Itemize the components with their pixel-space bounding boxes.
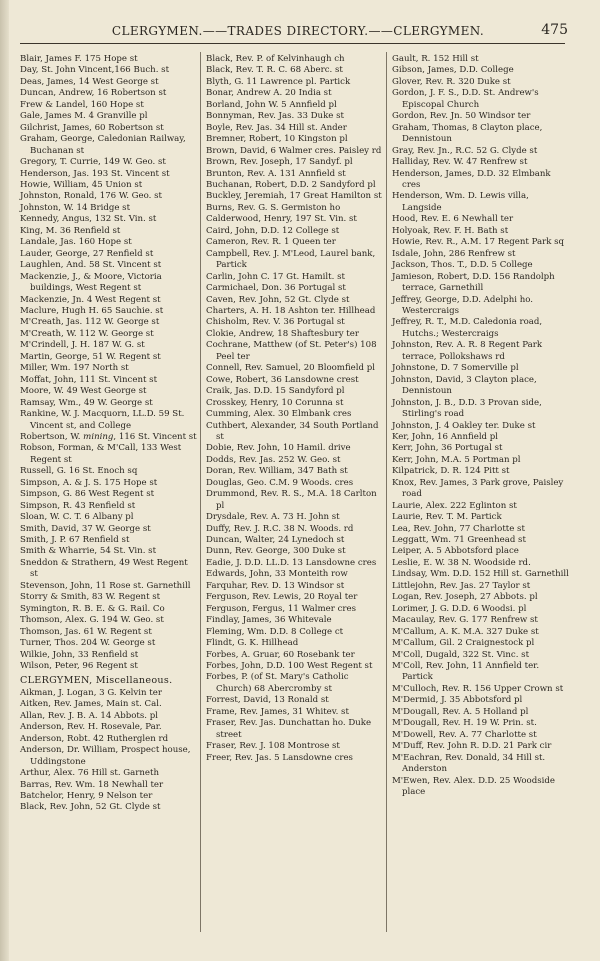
directory-entry: M'Dowell, Rev. A. 77 Charlotte st	[392, 729, 537, 740]
directory-entry: Aitken, Rev. James, Main st. Cal.	[20, 699, 162, 710]
directory-entry: Howie, Rev. R., A.M. 17 Regent Park sq	[392, 237, 565, 248]
directory-entry: Gault, R. 152 Hill st	[392, 54, 479, 64]
directory-entry: King, M. 36 Renfield st	[20, 225, 121, 236]
directory-entry: Robson, Forman, & M'Call, 133 West Regent st	[20, 443, 182, 465]
directory-entry: Rankine, W. J. Macquorn, LL.D. 59 St. Vincent st, and College	[20, 409, 185, 431]
directory-column-3	[392, 54, 570, 798]
directory-entry: Landale, Jas. 160 Hope st	[20, 237, 132, 248]
directory-entry: Moore, W. 49 West George st	[20, 386, 147, 397]
directory-entry: M'Coll, Dugald, 322 St. Vinc. st	[392, 649, 530, 660]
directory-entry: Kilpatrick, D. R. 124 Pitt st	[392, 466, 510, 477]
directory-entry: Frew & Landel, 160 Hope st	[20, 99, 144, 110]
directory-entry: Drysdale, Rev. A. 73 H. John st	[206, 512, 340, 523]
directory-entry: Edwards, John, 33 Monteith row	[206, 569, 348, 580]
directory-entry: Lorimer, J. G. D.D. 6 Woodsi. pl	[392, 603, 527, 614]
directory-entry: Anderson, Rev. H. Rosevale, Par.	[20, 722, 162, 733]
directory-entry: Kerr, John, M.A. 5 Portman pl	[392, 454, 521, 465]
directory-entry: Jackson, Thos. T., D.D. 5 College	[392, 260, 533, 271]
directory-entry: Ker, John, 16 Annfield pl	[392, 431, 499, 442]
directory-entry: Gregory, T. Currie, 149 W. Geo. st	[20, 157, 166, 168]
directory-entry: Black, Rev. T. R. C. 68 Aberc. st	[206, 65, 343, 76]
directory-entry: Laurie, Alex. 222 Eglinton st	[392, 500, 517, 511]
directory-entry: Storry & Smith, 83 W. Regent st	[20, 592, 161, 603]
directory-entry: Duncan, Walter, 24 Lynedoch st	[206, 535, 345, 546]
directory-entry: Jamieson, Robert, D.D. 156 Randolph terrace, Garnethill	[392, 271, 555, 294]
running-header	[18, 24, 578, 44]
directory-entry: Martin, George, 51 W. Regent st	[20, 351, 161, 362]
directory-entry: Boyle, Rev. Jas. 34 Hill st. Ander	[206, 122, 347, 133]
directory-entry: Smith & Wharrie, 54 St. Vin. st	[20, 546, 157, 557]
directory-entry: Isdale, John, 286 Renfrew st	[392, 248, 516, 259]
directory-entry: M'Eachran, Rev. Donald, 34 Hill st. Anderston	[392, 752, 546, 775]
directory-entry: M'Creath, Jas. 112 W. George st	[20, 317, 160, 328]
directory-entry: Drummond, Rev. R. S., M.A. 18 Carlton pl	[206, 489, 377, 511]
directory-entry: Findlay, James, 36 Whitevale	[206, 615, 332, 626]
directory-column-1	[20, 54, 198, 814]
directory-entry: Calderwood, Henry, 197 St. Vin. st	[206, 214, 357, 225]
directory-entry: Glover, Rev. R. 320 Duke st	[392, 76, 511, 87]
directory-entry: Lindsay, Wm. D.D. 152 Hill st. Garnethill	[392, 569, 569, 580]
directory-entry: Johnston, Ronald, 176 W. Geo. st	[20, 191, 162, 202]
directory-entry: Kennedy, Angus, 132 St. Vin. st	[20, 214, 157, 225]
directory-entry: Simpson, R. 43 Renfield st	[20, 500, 136, 511]
directory-entry: Batchelor, Henry, 9 Nelson ter	[20, 791, 153, 801]
directory-entry: Johnston, Rev. A. R. 8 Regent Park terrace, Pollokshaws rd	[392, 340, 543, 362]
directory-entry: Barras, Rev. Wm. 18 Newhall ter	[20, 779, 164, 790]
directory-entry: Freer, Rev. Jas. 5 Lansdowne cres	[206, 752, 353, 763]
directory-entry: Miller, Wm. 197 North st	[20, 363, 129, 374]
directory-entry: M'Crindell, J. H. 187 W. G. st	[20, 340, 145, 351]
directory-entry: Buckley, Jeremiah, 17 Great Hamilton st	[206, 191, 382, 202]
directory-entry: Ferguson, Fergus, 11 Walmer cres	[206, 603, 357, 614]
directory-entry: Holyoak, Rev. F. H. Bath st	[392, 225, 509, 236]
directory-entry: Anderson, Dr. William, Prospect house, Uddingstone	[20, 745, 191, 767]
directory-entry: Carmichael, Don. 36 Portugal st	[206, 283, 346, 294]
directory-entry: Stevenson, John, 11 Rose st. Garnethill	[20, 580, 191, 591]
directory-entry: Cowe, Robert, 36 Lansdowne crest	[206, 374, 359, 385]
directory-entry: Burns, Rev. G. S. Germiston ho	[206, 202, 341, 213]
directory-entry: Johnston, J. 4 Oakley ter. Duke st	[392, 420, 536, 431]
directory-entry: Cochrane, Matthew (of St. Peter's) 108 Peel ter	[206, 340, 377, 362]
directory-entry: Allan, Rev. J. B. A. 14 Abbots. pl	[20, 710, 158, 721]
directory-entry: Buchanan, Robert, D.D. 2 Sandyford pl	[206, 179, 376, 190]
directory-entry: Black, Rev. P. of Kelvinhaugh ch	[206, 54, 345, 64]
directory-entry: Farquhar, Rev. D. 13 Windsor st	[206, 580, 345, 591]
directory-entry: Logan, Rev. Joseph, 27 Abbots. pl	[392, 592, 538, 603]
directory-entry: Smith, J. P. 67 Renfield st	[20, 535, 130, 546]
directory-entry: Brunton, Rev. A. 131 Annfield st	[206, 168, 346, 179]
directory-entry: Mackenzie, J., & Moore, Victoria buildings, West Regent st	[20, 271, 162, 294]
directory-entry: Forbes, John, D.D. 100 West Regent st	[206, 661, 373, 672]
directory-entry: Connell, Rev. Samuel, 20 Bloomfield pl	[206, 363, 375, 374]
directory-entry: Fraser, Rev. J. 108 Montrose st	[206, 741, 340, 752]
directory-entry: Forrest, David, 13 Ronald st	[206, 695, 329, 706]
directory-entry: M'Dermid, J. 35 Abbotsford pl	[392, 695, 523, 706]
directory-entry: Fleming, Wm. D.D. 8 College ct	[206, 626, 344, 637]
directory-entry: Frame, Rev. James, 31 Whitev. st	[206, 706, 349, 717]
directory-entry: Jeffrey, George, D.D. Adelphi ho. Westercraigs	[392, 294, 533, 316]
directory-entry: Graham, George, Caledonian Railway, Buchanan st	[20, 134, 186, 156]
directory-entry: Leslie, E. W. 38 N. Woodside rd.	[392, 557, 531, 568]
directory-entry: Gray, Rev. Jn., R.C. 52 G. Clyde st	[392, 145, 538, 156]
directory-entry: Littlejohn, Rev. Jas. 27 Taylor st	[392, 580, 531, 591]
directory-entry: Dodds, Rev. Jas. 252 W. Geo. st	[206, 454, 341, 465]
section-heading: CLERGYMEN, Miscellaneous.	[20, 675, 173, 687]
directory-entry: Graham, Thomas, 8 Clayton place, Dennistoun	[392, 122, 543, 145]
directory-entry: M'Creath, W. 112 W. George st	[20, 328, 154, 339]
directory-entry: Moffat, John, 111 St. Vincent st	[20, 374, 158, 385]
directory-entry: Lea, Rev. John, 77 Charlotte st	[392, 523, 525, 534]
directory-entry: Duncan, Andrew, 16 Robertson st	[20, 88, 167, 99]
directory-entry: Sloan, W. C. T. 6 Albany pl	[20, 512, 134, 523]
directory-entry: M'Callum, A. K. M.A. 327 Duke st	[392, 626, 539, 637]
directory-entry: M'Callum, Gil. 2 Craignestock pl	[392, 638, 535, 649]
directory-entry: Ramsay, Wm., 49 W. George st	[20, 397, 153, 408]
directory-entry: Howie, William, 45 Union st	[20, 179, 143, 190]
directory-entry: Simpson, A. & J. S. 175 Hope st	[20, 477, 158, 488]
directory-entry: Russell, G. 16 St. Enoch sq	[20, 466, 138, 477]
directory-entry: Hood, Rev. E. 6 Newhall ter	[392, 214, 514, 225]
directory-entry: Deas, James, 14 West George st	[20, 76, 159, 87]
directory-entry: Mackenzie, Jn. 4 West Regent st	[20, 294, 161, 305]
directory-entry: Macaulay, Rev. G. 177 Renfrew st	[392, 615, 538, 626]
directory-entry: Campbell, Rev. J. M'Leod, Laurel bank, Partick	[206, 248, 376, 271]
directory-entry: Clokie, Andrew, 18 Shaftesbury ter	[206, 328, 359, 339]
directory-entry: Johnston, David, 3 Clayton place, Dennistoun	[392, 374, 537, 397]
directory-entry: M'Ewen, Rev. Alex. D.D. 25 Woodside place	[392, 775, 555, 797]
directory-entry: Johnston, W. 14 Bridge st	[20, 202, 131, 213]
directory-entry: Laurie, Rev. T. M. Partick	[392, 512, 502, 523]
directory-column-2	[206, 54, 384, 764]
directory-entry: Chisholm, Rev. V. 36 Portugal st	[206, 317, 345, 328]
directory-entry: Maclure, Hugh H. 65 Sauchie. st	[20, 305, 164, 316]
directory-entry: Robertson, W. mining, 116 St. Vincent st	[20, 431, 197, 442]
directory-entry: Caven, Rev. John, 52 Gt. Clyde st	[206, 294, 350, 305]
directory-entry: Gordon, J. F. S., D.D. St. Andrew's Episcopal Church	[392, 88, 539, 110]
directory-entry: Crosskey, Henry, 10 Corunna st	[206, 397, 344, 408]
directory-entry: Leiper, A. 5 Abbotsford place	[392, 546, 519, 557]
directory-entry: Cumming, Alex. 30 Elmbank cres	[206, 409, 352, 420]
page-number: 475	[541, 22, 568, 38]
directory-entry: Bonar, Andrew A. 20 India st	[206, 88, 332, 99]
directory-entry: Sneddon & Strathern, 49 West Regent st	[20, 557, 188, 580]
header-rule	[20, 43, 565, 44]
directory-entry: Day, St. John Vincent,166 Buch. st	[20, 65, 170, 76]
directory-entry: Halliday, Rev. W. 47 Renfrew st	[392, 157, 528, 168]
directory-entry: Wilson, Peter, 96 Regent st	[20, 661, 138, 672]
directory-entry: Simpson, G. 86 West Regent st	[20, 489, 155, 500]
directory-entry: Charters, A. H. 18 Ashton ter. Hillhead	[206, 305, 376, 316]
directory-entry: M'Coll, Rev. John, 11 Annfield ter. Partick	[392, 661, 540, 683]
directory-entry: Bremner, Robert, 10 Kingston pl	[206, 134, 348, 145]
directory-entry: Leggatt, Wm. 71 Greenhead st	[392, 535, 526, 546]
directory-entry: Johnstone, D. 7 Somerville pl	[392, 363, 519, 374]
directory-entry: Thomson, Jas. 61 W. Regent st	[20, 626, 152, 637]
directory-entry: Brown, David, 6 Walmer cres. Paisley rd	[206, 145, 382, 156]
directory-entry: Ferguson, Rev. Lewis, 20 Royal ter	[206, 592, 358, 603]
directory-entry: Bonnyman, Rev. Jas. 33 Duke st	[206, 111, 344, 122]
directory-entry: Forbes, A. Gruar, 60 Rosebank ter	[206, 649, 355, 660]
directory-entry: Gilchrist, James, 60 Robertson st	[20, 122, 164, 133]
directory-entry: M'Dougall, Rev. H. 19 W. Prin. st.	[392, 718, 537, 729]
directory-entry: M'Culloch, Rev. R. 156 Upper Crown st	[392, 683, 564, 694]
directory-entry: M'Dougall, Rev. A. 5 Holland pl	[392, 706, 529, 717]
directory-entry: Flindt, G. K. Hillhead	[206, 638, 299, 649]
directory-entry: Lauder, George, 27 Renfield st	[20, 248, 154, 259]
directory-entry: Cameron, Rev. R. 1 Queen ter	[206, 237, 336, 248]
directory-entry: Smith, David, 37 W. George st	[20, 523, 151, 534]
directory-entry: Jeffrey, R. T., M.D. Caledonia road, Hutchs.; Westercraigs	[392, 317, 543, 339]
directory-entry: Douglas, Geo. C.M. 9 Woods. cres	[206, 477, 354, 488]
directory-entry: Blyth, G. 11 Lawrence pl. Partick	[206, 76, 351, 87]
directory-entry: Henderson, Jas. 193 St. Vincent st	[20, 168, 170, 179]
directory-entry: Thomson, Alex. G. 194 W. Geo. st	[20, 615, 164, 626]
directory-entry: Turner, Thos. 204 W. George st	[20, 638, 156, 649]
directory-entry: Brown, Rev. Joseph, 17 Sandyf. pl	[206, 157, 353, 168]
column-divider	[200, 52, 201, 932]
header-title: CLERGYMEN.——TRADES DIRECTORY.——CLERGYMEN.	[111, 24, 485, 38]
directory-entry: Blair, James F. 175 Hope st	[20, 54, 138, 64]
directory-entry: Forbes, P. (of St. Mary's Catholic Church) 68 Abercromby st	[206, 672, 349, 694]
directory-entry: Henderson, James, D.D. 32 Elmbank cres	[392, 168, 551, 190]
directory-entry: Doran, Rev. William, 347 Bath st	[206, 466, 348, 477]
directory-entry: Borland, John W. 5 Annfield pl	[206, 99, 337, 110]
directory-entry: Dobie, Rev. John, 10 Hamil. drive	[206, 443, 351, 454]
directory-entry: Johnston, J. B., D.D. 3 Provan side, Stirling's road	[392, 397, 542, 420]
directory-entry: Carlin, John C. 17 Gt. Hamilt. st	[206, 271, 345, 282]
directory-entry: Wilkie, John, 33 Renfield st	[20, 649, 139, 660]
directory-entry: Craik, Jas. D.D. 15 Sandyford pl	[206, 386, 345, 397]
directory-entry: Knox, Rev. James, 3 Park grove, Paisley road	[392, 477, 564, 500]
directory-entry: Anderson, Robt. 42 Rutherglen rd	[20, 733, 169, 744]
directory-entry: Eadie, J. D.D. LL.D. 13 Lansdowne cres	[206, 557, 377, 568]
directory-entry: Gale, James M. 4 Granville pl	[20, 111, 148, 122]
directory-entry: Gibson, James, D.D. College	[392, 65, 514, 76]
directory-entry: Cuthbert, Alexander, 34 South Portland st	[206, 420, 379, 442]
directory-entry: Fraser, Rev. Jas. Dunchattan ho. Duke street	[206, 718, 372, 740]
directory-entry: M'Duff, Rev. John R. D.D. 21 Park cir	[392, 741, 552, 752]
directory-entry: Aikman, J. Logan, 3 G. Kelvin ter	[20, 687, 162, 698]
directory-entry: Black, Rev. John, 52 Gt. Clyde st	[20, 802, 161, 813]
directory-entry: Symington, R. B. E. & G. Rail. Co	[20, 603, 165, 614]
directory-entry: Arthur, Alex. 76 Hill st. Garneth	[20, 768, 159, 779]
directory-entry: Caird, John, D.D. 12 College st	[206, 225, 340, 236]
directory-entry: Henderson, Wm. D. Lewis villa, Langside	[392, 191, 529, 213]
directory-entry: Kerr, John, 36 Portugal st	[392, 443, 503, 454]
directory-entry: Dunn, Rev. George, 300 Duke st	[206, 546, 346, 557]
page-binding-edge	[0, 0, 9, 961]
directory-entry: Gordon, Rev. Jn. 50 Windsor ter	[392, 111, 531, 122]
directory-entry: Duffy, Rev. J. R.C. 38 N. Woods. rd	[206, 523, 354, 534]
directory-entry: Laughlen, And. 58 St. Vincent st	[20, 260, 162, 271]
column-divider	[386, 52, 387, 932]
